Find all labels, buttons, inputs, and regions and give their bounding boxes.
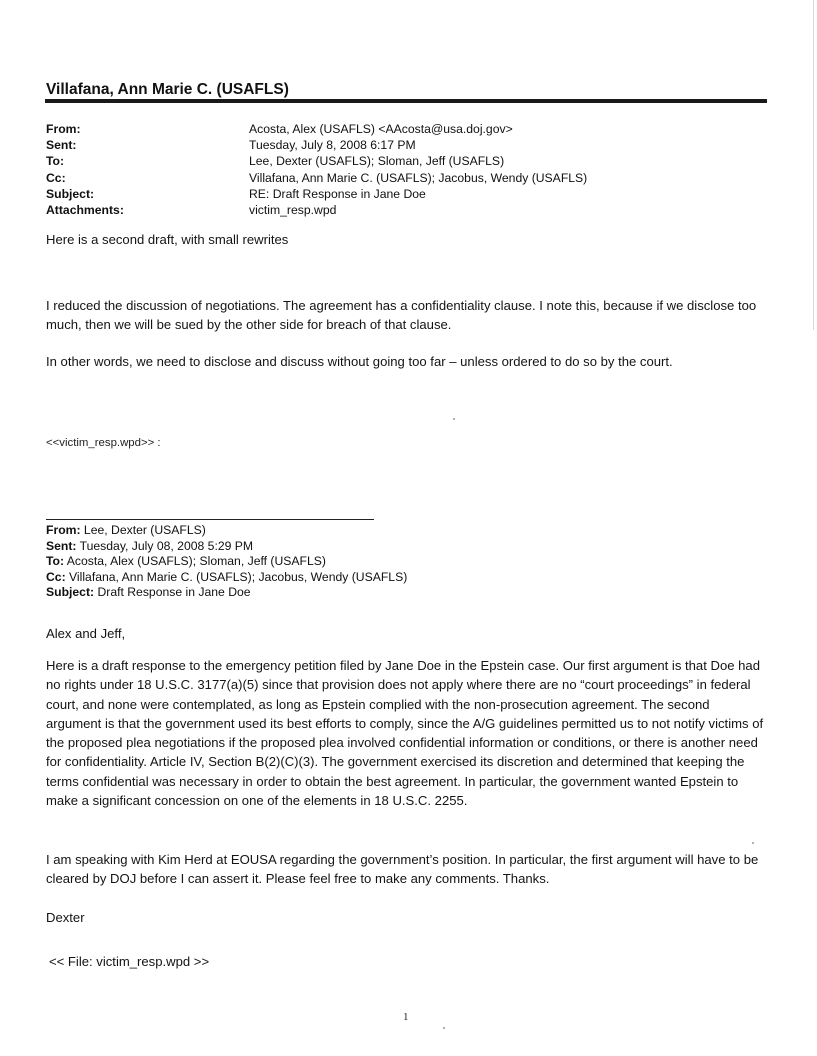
header-row-cc xyxy=(46,170,587,186)
title-underline xyxy=(45,99,767,103)
forwarded-row-to xyxy=(46,554,407,570)
header-label: Sent: xyxy=(46,138,77,153)
forwarded-row-from xyxy=(46,523,407,539)
forwarded-label: Cc: xyxy=(46,569,66,584)
header-row-to xyxy=(46,153,587,169)
header-label: Attachments: xyxy=(46,202,124,217)
forwarded-value: Tuesday, July 08, 2008 5:29 PM xyxy=(76,538,254,553)
message-paragraph: In other words, we need to disclose and discuss without going too far – unless ordered to do so by the court. xyxy=(46,354,673,369)
header-row-subject xyxy=(46,186,587,202)
forwarded-paragraph: Here is a draft response to the emergency petition filed by Jane Doe in the Epstein case. Our first argument is that Doe had no rights under 18 U.S.C. 3177(a)(5) since that provision does not apply where there are no “court proceedings” in federal court, and none were contemplated, as long as Epstein complied with the non-prosecution agreement. The second argument is that the government used its best efforts to comply, since the A/G guidelines permitted us to not notify victims of the proposed plea negotiations if the proposed plea involved confidential information or conditions, or there is another need for confidentiality. Article IV, Section B(2)(C)(3). The government exercised its discretion and determined that keeping the terms confidential was necessary in order to obtain the best agreement. In particular, the government wanted Epstein to make a significant concession on one of the elements in 18 U.S.C. 2255. xyxy=(46,658,764,809)
file-reference: << File: victim_resp.wpd >> xyxy=(49,954,210,969)
header-value: Tuesday, July 8, 2008 6:17 PM xyxy=(249,138,416,153)
forwarded-label: To: xyxy=(46,554,65,569)
page-number: 1 xyxy=(403,1011,409,1023)
header-value: Lee, Dexter (USAFLS); Sloman, Jeff (USAFLS) xyxy=(249,154,505,169)
forwarded-label: From: xyxy=(46,523,81,537)
forwarded-value: Lee, Dexter (USAFLS) xyxy=(80,523,206,537)
scan-speck xyxy=(752,842,754,844)
mailbox-owner-title: Villafana, Ann Marie C. (USAFLS) xyxy=(46,81,289,98)
forwarded-row-sent xyxy=(46,539,407,555)
header-value: Acosta, Alex (USAFLS) <AAcosta@usa.doj.gov> xyxy=(249,122,513,136)
header-label: Subject: xyxy=(46,186,95,201)
header-label: To: xyxy=(46,154,65,169)
header-value: victim_resp.wpd xyxy=(249,202,337,217)
forwarded-value: Villafana, Ann Marie C. (USAFLS); Jacobus, Wendy (USAFLS) xyxy=(65,569,408,584)
forward-separator xyxy=(46,519,374,520)
header-row-from xyxy=(46,121,587,137)
scan-edge-line xyxy=(813,0,814,330)
forwarded-paragraph: I am speaking with Kim Herd at EOUSA regarding the government’s position. In particular, the first argument will have to be cleared by DOJ before I can assert it. Please feel free to make any comments. Thanks. xyxy=(46,852,759,887)
scan-speck xyxy=(443,1027,445,1029)
forwarded-value: Draft Response in Jane Doe xyxy=(94,585,251,600)
header-value: Villafana, Ann Marie C. (USAFLS); Jacobus, Wendy (USAFLS) xyxy=(249,170,588,185)
header-row-attachments xyxy=(46,202,587,218)
message-paragraph: I reduced the discussion of negotiations. The agreement has a confidentiality clause. I note this, because if we disclose too much, then we will be sued by the other side for breach of that clause. xyxy=(46,298,757,333)
forwarded-row-cc xyxy=(46,570,407,586)
forwarded-row-subject xyxy=(46,585,407,601)
message-paragraph: Here is a second draft, with small rewrites xyxy=(46,232,289,247)
header-label: From: xyxy=(46,122,81,136)
scan-speck xyxy=(453,418,455,420)
forwarded-header xyxy=(46,523,407,601)
header-row-sent xyxy=(46,137,587,153)
forwarded-greeting: Alex and Jeff, xyxy=(46,626,126,641)
header-label: Cc: xyxy=(46,170,66,185)
header-value: RE: Draft Response in Jane Doe xyxy=(249,186,426,201)
forwarded-value: Acosta, Alex (USAFLS); Sloman, Jeff (USAFLS) xyxy=(64,554,326,569)
forwarded-signature: Dexter xyxy=(46,910,85,925)
forwarded-label: Subject: xyxy=(46,585,95,600)
attachment-reference: <<victim_resp.wpd>> : xyxy=(46,437,161,449)
email-header xyxy=(46,121,587,218)
forwarded-label: Sent: xyxy=(46,538,77,553)
